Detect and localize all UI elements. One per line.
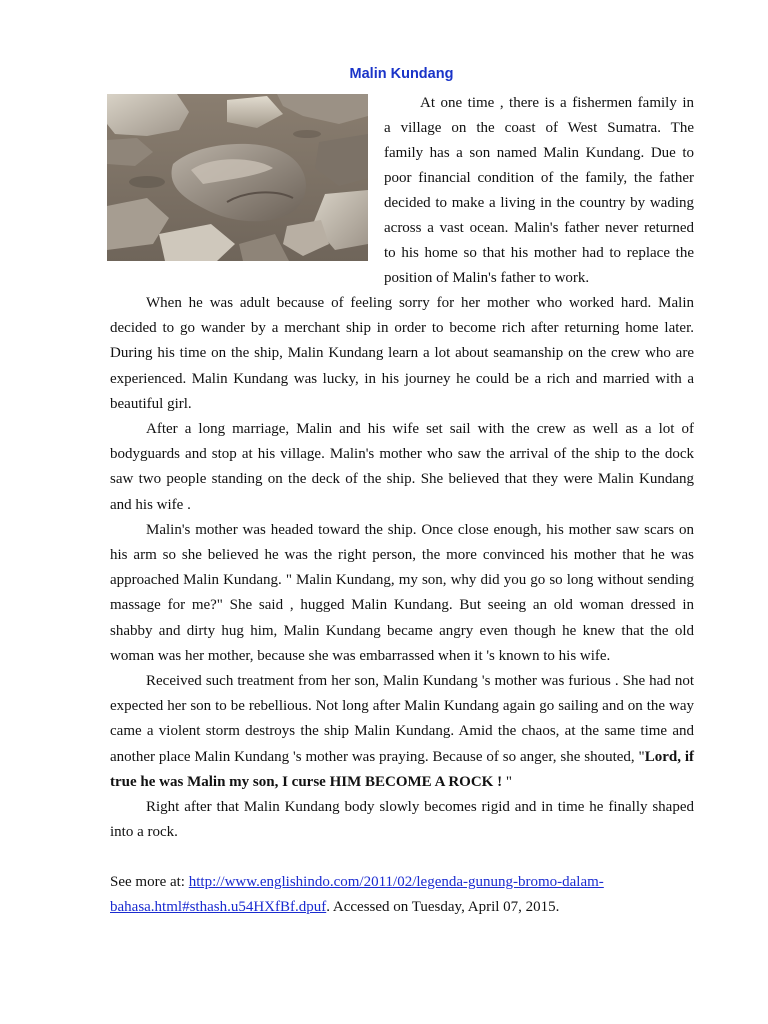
source-link[interactable]: http://www.englishindo.com/2011/02/legenda-gunung-bromo-dalam-bahasa.html#sthash.u54HXfBf.dpuf	[110, 874, 604, 915]
reference-prefix: See more at:	[110, 874, 189, 890]
reference-suffix: . Accessed on Tuesday, April 07, 2015.	[326, 899, 560, 915]
source-reference	[110, 870, 694, 920]
paragraph-4-end: "	[505, 773, 512, 790]
paragraph-2: After a long marriage, Malin and his wife set sail with the crew as well as a lot of bodyguards and stop at his village. Malin's mother who saw the arrival of the ship to the dock saw two people standing on the deck of the ship. She believed that they were Malin Kundang and his wife .	[110, 421, 694, 513]
curse-quote: Lord, if true he was Malin my son, I curse HIM BECOME A ROCK !	[110, 748, 694, 790]
story-body	[110, 291, 694, 845]
intro-line: decided to make a living in the country by wading	[384, 195, 694, 211]
intro-line: to his home so that his mother had to replace the	[384, 245, 694, 261]
paragraph-4	[110, 669, 694, 795]
intro-line: family has a son named Malin Kundang. Due to	[384, 145, 694, 161]
intro-line: a village on the coast of West Sumatra. The	[384, 120, 694, 136]
paragraph-4-text: Received such treatment from her son, Malin Kundang 's mother was furious . She had not expected her son to be rebellious. Not long after Malin Kundang again go sailing and on the way came a violent storm destroys the ship Malin Kundang. Amid the chaos, at the same time and another place Malin Kundang 's mother was praying. Because of so anger, she shouted, "	[110, 673, 694, 765]
intro-line: across a vast ocean. Malin's father never returned	[384, 220, 694, 236]
intro-line: At one time , there is a fishermen family in	[420, 95, 694, 111]
page-title: Malin Kundang	[349, 66, 454, 82]
paragraph-3: Malin's mother was headed toward the ship. Once close enough, his mother saw scars on his arm so she believed he was the right person, the more convinced his mother that he was approached Malin Kundang. " Malin Kundang, my son, why did you go so long without sending massage for me?" She said , hugged Malin Kundang. But seeing an old woman dressed in shabby and dirty hug him, Malin Kundang became angry even though he knew that the old woman was her mother, because she was embarrassed when it 's known to his wife.	[110, 521, 694, 664]
intro-paragraph	[384, 91, 694, 291]
rock-photo-illustration	[107, 94, 368, 261]
intro-line: poor financial condition of the family, the father	[384, 170, 694, 186]
intro-line: position of Malin's father to work.	[384, 270, 590, 286]
paragraph-1: When he was adult because of feeling sorry for her mother who worked hard. Malin decided to go wander by a merchant ship in order to become rich after returning home later. During his time on the ship, Malin Kundang learn a lot about seamanship on the crew who are experienced. Malin Kundang was lucky, in his journey he could be a rich and married with a beautiful girl.	[110, 295, 694, 412]
rock-photo	[107, 94, 368, 261]
paragraph-5: Right after that Malin Kundang body slowly becomes rigid and in time he finally shaped into a rock.	[110, 799, 694, 841]
